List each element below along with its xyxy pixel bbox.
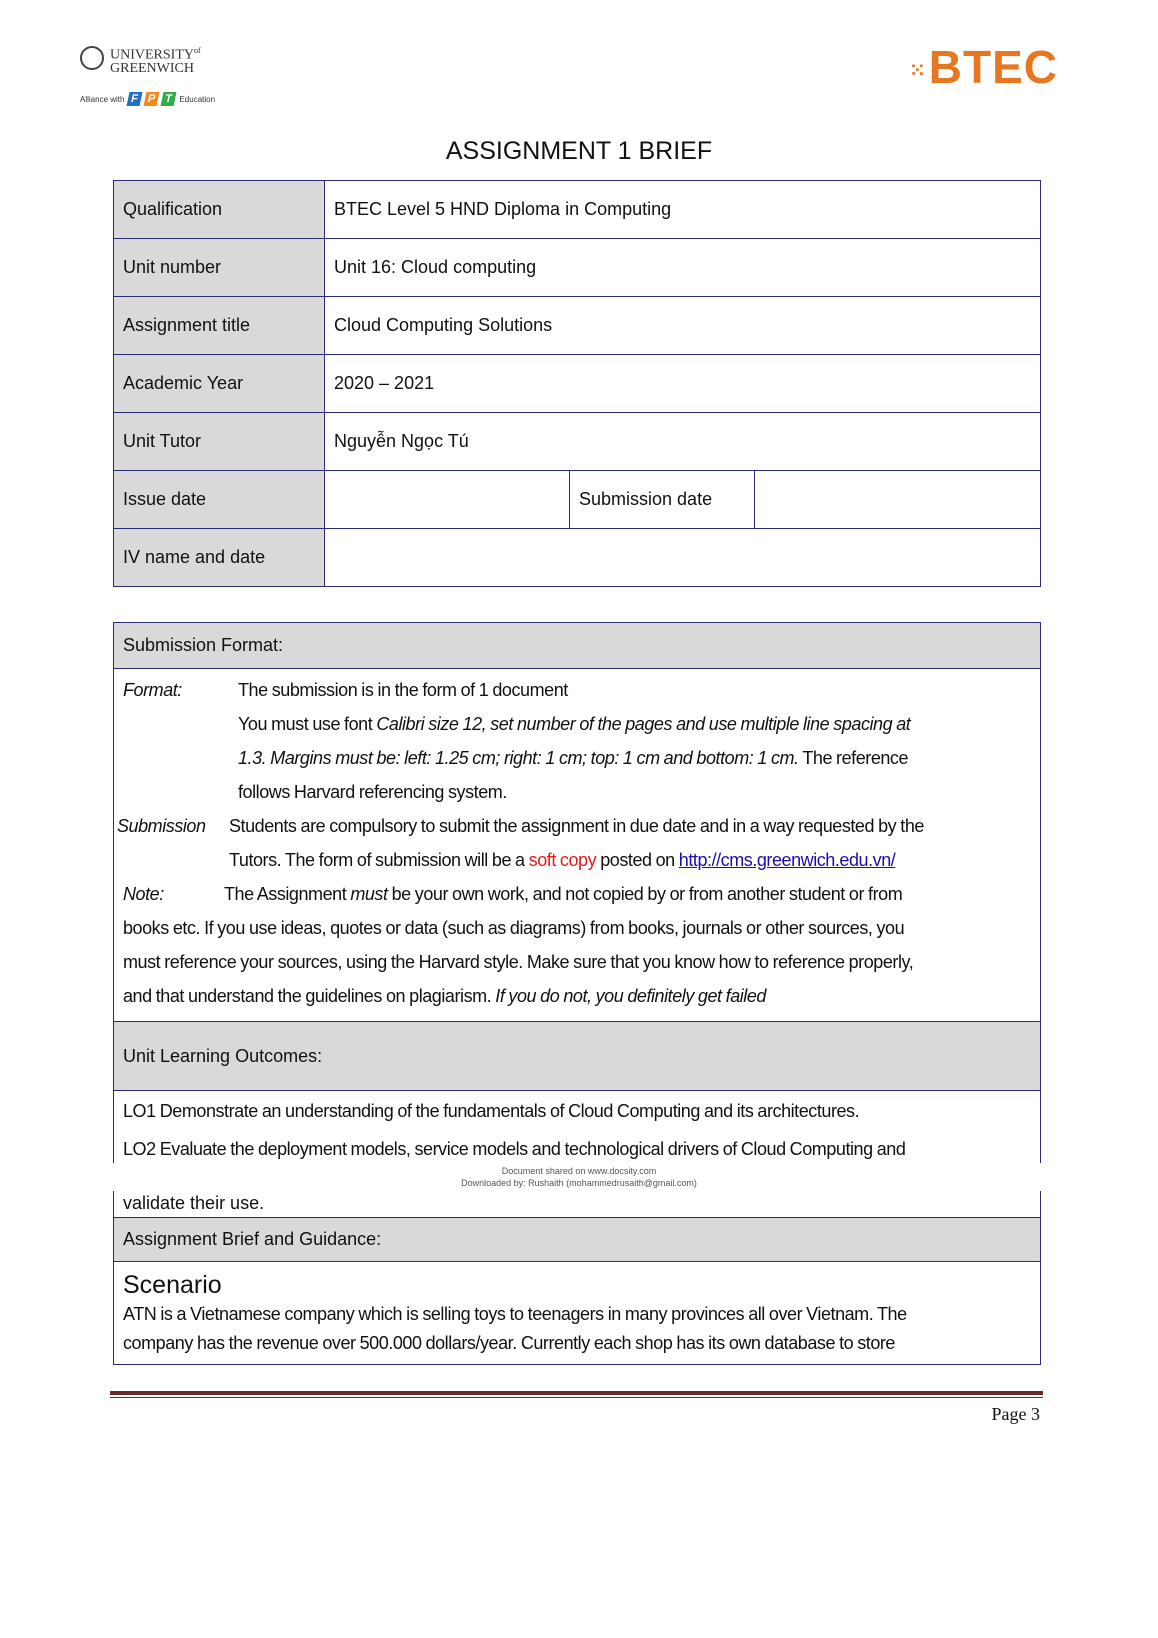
- note-text: and that understand the guidelines on plagiarism.: [123, 986, 496, 1006]
- row-label: Assignment title: [114, 297, 325, 355]
- assignment-info-table: [113, 180, 1041, 587]
- note-text: The Assignment: [224, 884, 351, 904]
- outcomes-body: [114, 1091, 1040, 1163]
- format-text: The submission is in the form of 1 document: [238, 680, 568, 700]
- alliance-text: Alliance with: [80, 94, 125, 104]
- education-text: Education: [179, 94, 216, 104]
- scenario-text: company has the revenue over 500.000 dollars/year. Currently each shop has its own database to store: [123, 1333, 895, 1353]
- row-value: 2020 – 2021: [325, 355, 1041, 413]
- btec-text: BTEC: [928, 41, 1058, 93]
- page-number: Page 3: [991, 1404, 1040, 1424]
- submission-date-value: [755, 471, 1041, 529]
- fpt-letter: F: [127, 92, 143, 106]
- issue-date-value: [325, 471, 570, 529]
- brief-section: [113, 1191, 1041, 1365]
- row-label: Unit number: [114, 239, 325, 297]
- lo2-continuation: validate their use.: [114, 1191, 1040, 1218]
- row-label: Qualification: [114, 181, 325, 239]
- scenario-text: ATN is a Vietnamese company which is selling toys to teenagers in many provinces all over Vietnam. The: [123, 1304, 907, 1324]
- watermark-line: Document shared on www.docsity.com: [501, 1166, 657, 1176]
- table-row: [114, 297, 1041, 355]
- row-value: Cloud Computing Solutions: [325, 297, 1041, 355]
- row-value: Unit 16: Cloud computing: [325, 239, 1041, 297]
- submission-text: posted on: [596, 850, 679, 870]
- submission-label: Submission: [117, 816, 206, 836]
- table-row: [114, 471, 1041, 529]
- row-label: IV name and date: [114, 529, 325, 587]
- submission-date-label: Submission date: [570, 471, 755, 529]
- submission-text: Students are compulsory to submit the assignment in due date and in a way requested by the: [229, 816, 924, 836]
- row-value: Nguyễn Ngọc Tú: [325, 413, 1041, 471]
- lo2-text: LO2 Evaluate the deployment models, service models and technological drivers of Cloud Computing and: [123, 1139, 906, 1159]
- watermark-line: Downloaded by: Rushaith (mohammedrusaith@gmail.com): [461, 1178, 697, 1188]
- format-text: You must use font: [238, 714, 377, 734]
- row-label: Issue date: [114, 471, 325, 529]
- submission-text: Tutors. The form of submission will be a: [229, 850, 529, 870]
- table-row: [114, 355, 1041, 413]
- submission-body: [114, 669, 1040, 1022]
- scenario-body: [114, 1262, 1040, 1364]
- page-title: ASSIGNMENT 1 BRIEF: [445, 137, 713, 165]
- footer-rule: [110, 1391, 1043, 1395]
- lo1-text: LO1 Demonstrate an understanding of the fundamentals of Cloud Computing and its architectures.: [123, 1101, 860, 1121]
- fpt-letter: T: [161, 92, 177, 106]
- format-text: follows Harvard referencing system.: [238, 782, 507, 802]
- sections-flow: [113, 622, 1041, 1365]
- docsity-watermark: [0, 1163, 1158, 1191]
- soft-copy-text: soft copy: [528, 850, 597, 870]
- section-header: Unit Learning Outcomes:: [114, 1022, 1040, 1091]
- cms-link[interactable]: http://cms.greenwich.edu.vn/: [678, 850, 896, 870]
- scenario-heading: Scenario: [123, 1271, 222, 1299]
- section-header: Assignment Brief and Guidance:: [114, 1218, 1040, 1262]
- row-label: Unit Tutor: [114, 413, 325, 471]
- note-text: be your own work, and not copied by or from another student or from: [387, 884, 903, 904]
- format-text: The reference: [798, 748, 909, 768]
- row-value: BTEC Level 5 HND Diploma in Computing: [325, 181, 1041, 239]
- table-row: [114, 239, 1041, 297]
- section-header: Submission Format:: [114, 623, 1040, 669]
- footer-rule: [110, 1397, 1043, 1398]
- format-text: Calibri size 12, set number of the pages and use multiple line spacing at: [376, 714, 911, 734]
- btec-logo: ⁙BTEC: [909, 41, 1058, 93]
- note-text: must: [350, 884, 388, 904]
- row-value: [325, 529, 1041, 587]
- note-text: books etc. If you use ideas, quotes or data (such as diagrams) from books, journals or other sources, you: [123, 918, 905, 938]
- format-label: Format:: [123, 680, 182, 700]
- fpt-alliance-logo: [80, 92, 215, 106]
- row-label: Academic Year: [114, 355, 325, 413]
- table-row: [114, 181, 1041, 239]
- fpt-letter: P: [144, 92, 160, 106]
- note-text: If you do not, you definitely get failed: [495, 986, 766, 1006]
- submission-format-section: [113, 622, 1041, 1163]
- note-label: Note:: [123, 884, 164, 904]
- format-text: 1.3. Margins must be: left: 1.25 cm; right: 1 cm; top: 1 cm and bottom: 1 cm.: [238, 748, 799, 768]
- table-row: [114, 529, 1041, 587]
- university-of-greenwich-logo: $UNIVERSITY^{of}$ GREENWICH: [80, 44, 201, 75]
- table-row: [114, 413, 1041, 471]
- note-text: must reference your sources, using the Harvard style. Make sure that you know how to reference properly,: [123, 952, 914, 972]
